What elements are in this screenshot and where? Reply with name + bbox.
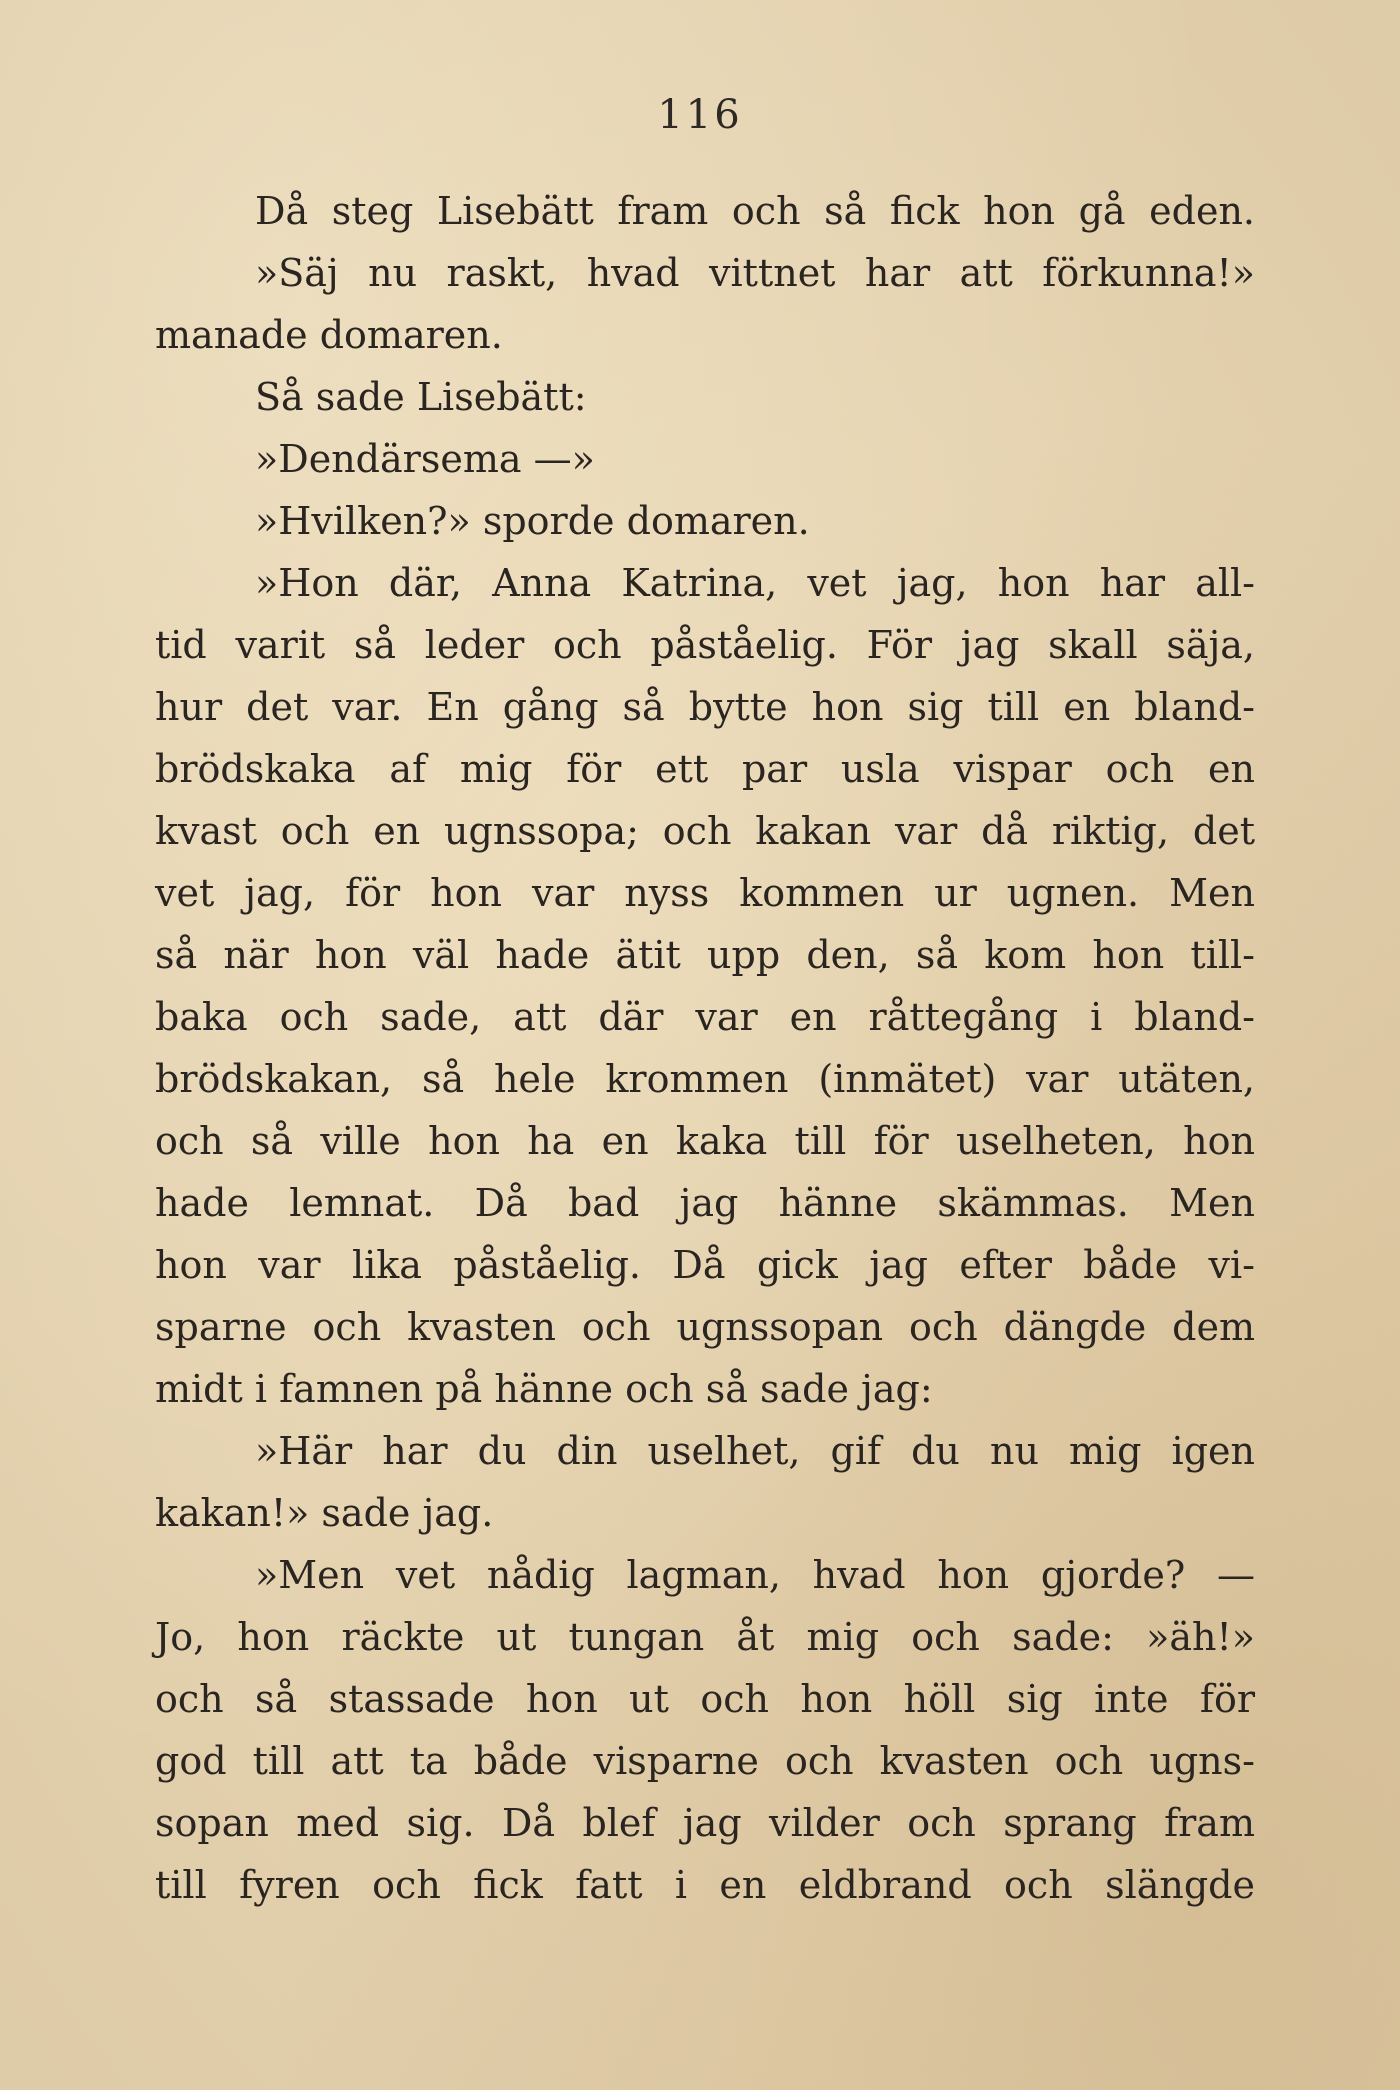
text-line: så när hon väl hade ätit upp den, så kom hon till-	[155, 933, 1255, 977]
text-line: »Säj nu raskt, hvad vittnet har att förkunna!»	[255, 251, 1255, 295]
text-line: midt i famnen på hänne och så sade jag:	[155, 1367, 933, 1411]
text-line: »Hon där, Anna Katrina, vet jag, hon har all-	[255, 561, 1255, 605]
text-line: tid varit så leder och påståelig. För jag skall säja,	[155, 623, 1255, 667]
text-line: vet jag, för hon var nyss kommen ur ugnen. Men	[155, 871, 1255, 915]
text-line: brödskaka af mig för ett par usla vispar och en	[155, 747, 1255, 791]
text-line: och så stassade hon ut och hon höll sig inte för	[155, 1677, 1255, 1721]
text-line: baka och sade, att där var en råttegång i bland-	[155, 995, 1255, 1039]
page-number: 116	[657, 92, 743, 138]
text-line: sopan med sig. Då blef jag vilder och sprang fram	[155, 1801, 1255, 1845]
text-line: hade lemnat. Då bad jag hänne skämmas. Men	[155, 1181, 1255, 1225]
text-line: »Dendärsema —»	[255, 437, 595, 481]
text-line: manade domaren.	[155, 313, 503, 357]
text-line: Jo, hon räckte ut tungan åt mig och sade: »äh!»	[155, 1615, 1255, 1659]
body-text	[155, 180, 1255, 1916]
text-line: till fyren och fick fatt i en eldbrand och slängde	[155, 1863, 1255, 1907]
text-line: kakan!» sade jag.	[155, 1491, 494, 1535]
text-line: »Men vet nådig lagman, hvad hon gjorde? —	[255, 1553, 1255, 1597]
text-line: Så sade Lisebätt:	[255, 375, 587, 419]
text-line: hur det var. En gång så bytte hon sig till en bland-	[155, 685, 1255, 729]
text-line: kvast och en ugnssopa; och kakan var då riktig, det	[155, 809, 1255, 853]
text-line: Då steg Lisebätt fram och så fick hon gå eden.	[255, 189, 1255, 233]
text-line: hon var lika påståelig. Då gick jag efter både vi-	[155, 1243, 1255, 1287]
text-line: »Här har du din uselhet, gif du nu mig igen	[255, 1429, 1255, 1473]
text-line: sparne och kvasten och ugnssopan och dängde dem	[155, 1305, 1255, 1349]
text-line: god till att ta både visparne och kvasten och ugns-	[155, 1739, 1255, 1783]
text-line: och så ville hon ha en kaka till för uselheten, hon	[155, 1119, 1255, 1163]
text-line: brödskakan, så hele krommen (inmätet) var utäten,	[155, 1057, 1255, 1101]
text-line: »Hvilken?» sporde domaren.	[255, 499, 810, 543]
